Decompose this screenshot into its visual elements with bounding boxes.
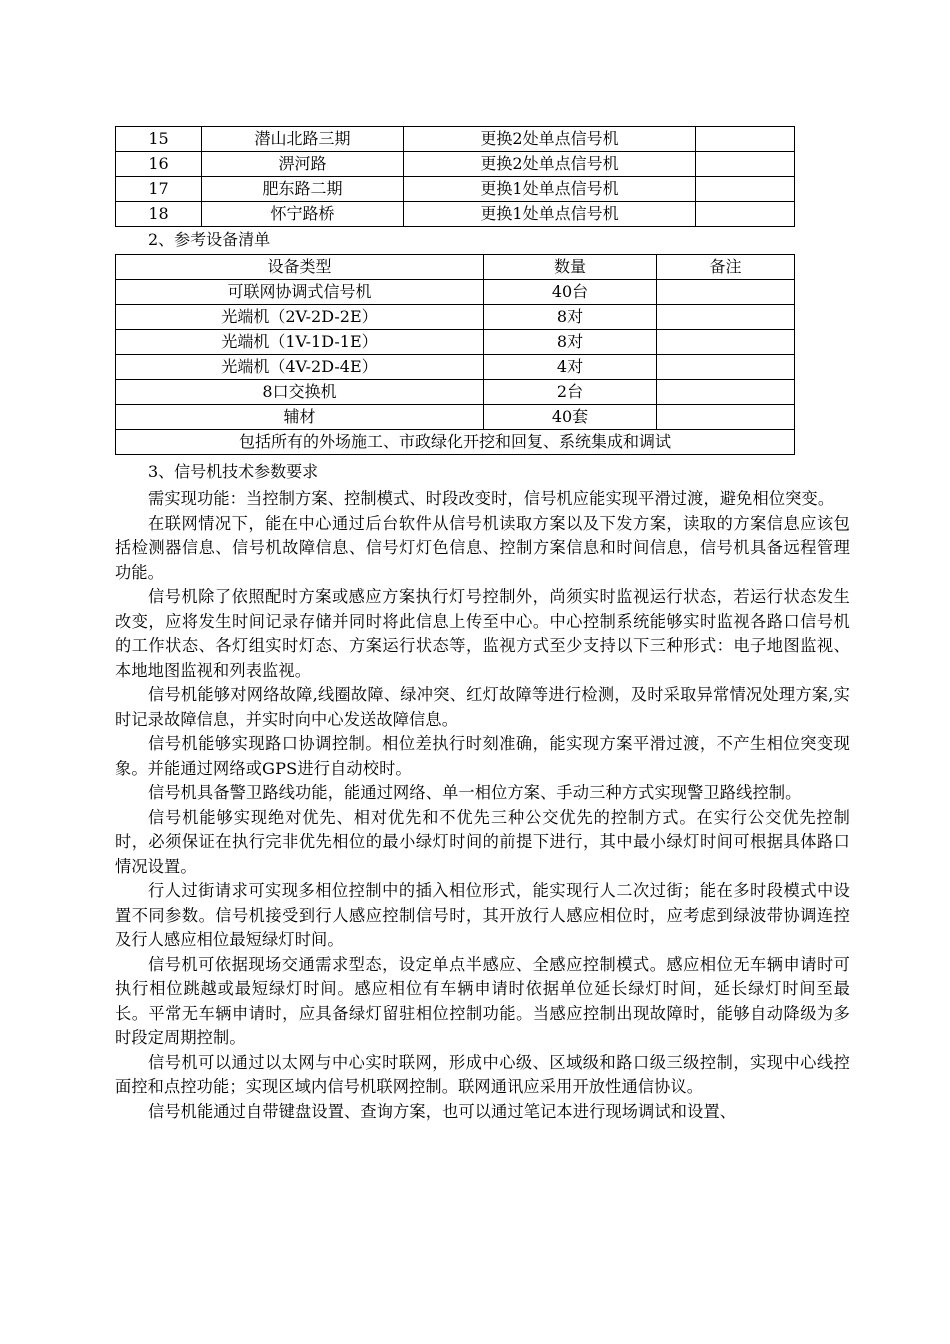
row-number: 17 — [116, 177, 202, 202]
paragraph: 信号机具备警卫路线功能，能通过网络、单一相位方案、手动三种方式实现警卫路线控制。 — [148, 783, 802, 802]
section-3-heading: 3、信号机技术参数要求 — [148, 462, 319, 481]
road-name: 肥东路二期 — [202, 177, 404, 202]
quantity: 8对 — [484, 305, 657, 330]
equipment-type: 光端机（4V-2D-4E） — [116, 355, 484, 380]
header-note: 备注 — [657, 255, 795, 280]
paragraph: 行人过街请求可实现多相位控制中的插入相位形式，能实现行人二次过街；能在多时段模式中设置不同参数。信号机接受到行人感应控制信号时，其开放行人感应相位时，应考虑到绿波带协调连控及行人感应相位最短绿灯时间。 — [115, 881, 850, 949]
paragraph: 信号机能够实现绝对优先、相对优先和不优先三种公交优先的控制方式。在实行公交优先控制时，必须保证在执行完非优先相位的最小绿灯时间的前提下进行，其中最小绿灯时间可根据具体路口情况设置。 — [115, 807, 850, 876]
note-cell — [657, 355, 795, 380]
quantity: 2台 — [484, 380, 657, 405]
quantity: 4对 — [484, 355, 657, 380]
work-item: 更换2处单点信号机 — [404, 152, 696, 177]
work-item: 更换1处单点信号机 — [404, 202, 696, 227]
paragraph: 信号机除了依照配时方案或感应方案执行灯号控制外，尚须实时监视运行状态，若运行状态发生改变，应将发生时间记录存储并同时将此信息上传至中心。中心控制系统能够实时监视各路口信号机的工作状态、各灯组实时灯态、方案运行状态等，监视方式至少支持以下三种形式：电子地图监视、本地地图监视和列表监视。 — [115, 587, 850, 680]
equipment-table — [115, 254, 795, 455]
requirements-body — [115, 487, 850, 1124]
equipment-type: 可联网协调式信号机 — [116, 280, 484, 305]
equipment-type: 光端机（1V-1D-1E） — [116, 330, 484, 355]
table-row — [116, 177, 795, 202]
table-row — [116, 380, 795, 405]
road-name: 潜山北路三期 — [202, 127, 404, 152]
quantity: 8对 — [484, 330, 657, 355]
road-name: 淠河路 — [202, 152, 404, 177]
header-equipment-type: 设备类型 — [116, 255, 484, 280]
paragraph: 信号机能够实现路口协调控制。相位差执行时刻准确，能实现方案平滑过渡，不产生相位突变现象。并能通过网络或GPS进行自动校时。 — [115, 734, 850, 778]
table-row — [116, 127, 795, 152]
note-cell — [696, 127, 795, 152]
note-cell — [696, 177, 795, 202]
paragraph: 信号机可以通过以太网与中心实时联网，形成中心级、区域级和路口级三级控制，实现中心线控面控和点控功能；实现区域内信号机联网控制。联网通讯应采用开放性通信协议。 — [115, 1052, 850, 1096]
section-2-heading: 2、参考设备清单 — [148, 230, 271, 249]
equipment-type: 8口交换机 — [116, 380, 484, 405]
note-cell — [657, 380, 795, 405]
table-header-row — [116, 255, 795, 280]
table-row — [116, 202, 795, 227]
table-row — [116, 280, 795, 305]
row-number: 15 — [116, 127, 202, 152]
note-cell — [657, 280, 795, 305]
paragraph: 信号机可依据现场交通需求型态，设定单点半感应、全感应控制模式。感应相位无车辆申请时可执行相位跳越或最短绿灯时间。感应相位有车辆申请时依据单位延长绿灯时间，延长绿灯时间至最长。平常无车辆申请时，应具备绿灯留驻相位控制功能。当感应控制出现故障时，能够自动降级为多时段定周期控制。 — [115, 954, 850, 1047]
paragraph: 在联网情况下，能在中心通过后台软件从信号机读取方案以及下发方案，读取的方案信息应该包括检测器信息、信号机故障信息、信号灯灯色信息、控制方案信息和时间信息，信号机具备远程管理功能。 — [115, 513, 850, 582]
note-cell — [657, 330, 795, 355]
table-row — [116, 330, 795, 355]
note-cell — [657, 305, 795, 330]
quantity: 40台 — [484, 280, 657, 305]
work-item: 更换1处单点信号机 — [404, 177, 696, 202]
row-number: 18 — [116, 202, 202, 227]
table-footer-row — [116, 430, 795, 455]
header-quantity: 数量 — [484, 255, 657, 280]
table-row — [116, 152, 795, 177]
equipment-type: 光端机（2V-2D-2E） — [116, 305, 484, 330]
note-cell — [696, 202, 795, 227]
table-row — [116, 305, 795, 330]
paragraph: 信号机能通过自带键盘设置、查询方案，也可以通过笔记本进行现场调试和设置、 — [148, 1101, 737, 1121]
table-row — [116, 405, 795, 430]
road-name: 怀宁路桥 — [202, 202, 404, 227]
paragraph: 需实现功能：当控制方案、控制模式、时段改变时，信号机应能实现平滑过渡，避免相位突变。 — [148, 489, 835, 508]
note-cell — [657, 405, 795, 430]
intersection-table — [115, 126, 795, 227]
scope-note: 包括所有的外场施工、市政绿化开挖和回复、系统集成和调试 — [116, 430, 795, 455]
table-row — [116, 355, 795, 380]
work-item: 更换2处单点信号机 — [404, 127, 696, 152]
paragraph: 信号机能够对网络故障,线圈故障、绿冲突、红灯故障等进行检测，及时采取异常情况处理方案,实时记录故障信息，并实时向中心发送故障信息。 — [115, 685, 850, 729]
quantity: 40套 — [484, 405, 657, 430]
row-number: 16 — [116, 152, 202, 177]
note-cell — [696, 152, 795, 177]
equipment-type: 辅材 — [116, 405, 484, 430]
